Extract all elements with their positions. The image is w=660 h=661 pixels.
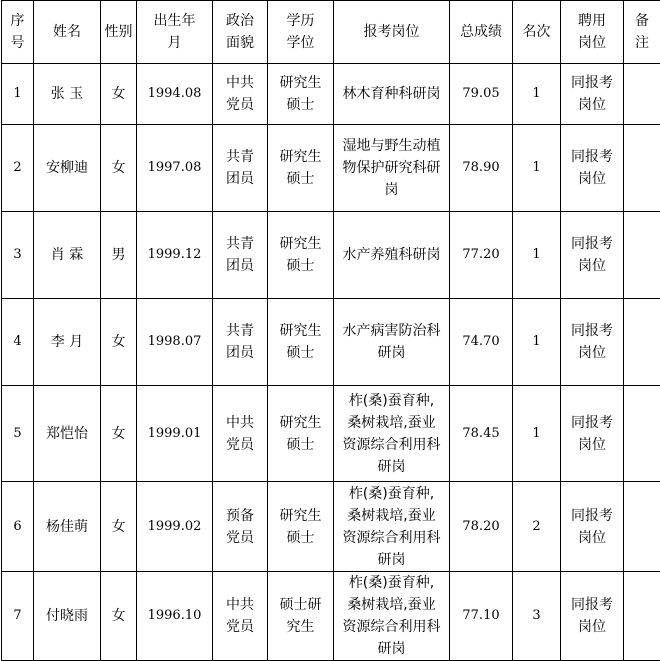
cell-hire-position: 同报考岗位 <box>561 299 624 386</box>
table-row <box>2 572 660 661</box>
cell-birth: 1999.02 <box>137 482 213 572</box>
cell-birth: 1996.10 <box>137 572 213 661</box>
cell-hire-position: 同报考岗位 <box>561 212 624 299</box>
cell-birth: 1994.08 <box>137 64 213 125</box>
cell-birth: 1997.08 <box>137 125 213 212</box>
table-row <box>2 212 660 299</box>
header-hire-position: 聘用岗位 <box>561 1 624 64</box>
cell-rank: 3 <box>513 572 561 661</box>
cell-hire-position: 同报考岗位 <box>561 125 624 212</box>
cell-remark <box>624 125 660 212</box>
cell-name: 肖 霖 <box>34 212 101 299</box>
cell-name: 付晓雨 <box>34 572 101 661</box>
table-row <box>2 482 660 572</box>
cell-remark <box>624 386 660 482</box>
cell-score: 74.70 <box>450 299 513 386</box>
table-row <box>2 64 660 125</box>
cell-position: 水产病害防治科研岗 <box>334 299 450 386</box>
cell-name: 杨佳萌 <box>34 482 101 572</box>
cell-rank: 1 <box>513 299 561 386</box>
cell-political: 共青团员 <box>213 125 268 212</box>
header-row <box>2 1 660 64</box>
cell-rank: 1 <box>513 386 561 482</box>
cell-gender: 女 <box>101 386 137 482</box>
table-row <box>2 125 660 212</box>
header-position: 报考岗位 <box>334 1 450 64</box>
table-row <box>2 299 660 386</box>
header-education: 学历学位 <box>268 1 334 64</box>
cell-score: 79.05 <box>450 64 513 125</box>
header-seq: 序号 <box>2 1 34 64</box>
cell-remark <box>624 482 660 572</box>
cell-seq: 5 <box>2 386 34 482</box>
cell-name: 张 玉 <box>34 64 101 125</box>
cell-score: 77.10 <box>450 572 513 661</box>
cell-education: 研究生硕士 <box>268 212 334 299</box>
cell-seq: 1 <box>2 64 34 125</box>
cell-gender: 女 <box>101 299 137 386</box>
header-score: 总成绩 <box>450 1 513 64</box>
cell-name: 李 月 <box>34 299 101 386</box>
cell-political: 中共党员 <box>213 572 268 661</box>
cell-position: 湿地与野生动植物保护研究科研岗 <box>334 125 450 212</box>
cell-position: 柞(桑)蚕育种,桑树栽培,蚕业资源综合利用科研岗 <box>334 386 450 482</box>
cell-seq: 7 <box>2 572 34 661</box>
header-remark: 备注 <box>624 1 660 64</box>
cell-rank: 1 <box>513 125 561 212</box>
cell-political: 共青团员 <box>213 212 268 299</box>
cell-birth: 1999.12 <box>137 212 213 299</box>
cell-remark <box>624 299 660 386</box>
cell-score: 78.45 <box>450 386 513 482</box>
cell-gender: 女 <box>101 572 137 661</box>
cell-hire-position: 同报考岗位 <box>561 482 624 572</box>
header-birth: 出生年月 <box>137 1 213 64</box>
cell-remark <box>624 64 660 125</box>
cell-education: 研究生硕士 <box>268 482 334 572</box>
cell-name: 郑恺怡 <box>34 386 101 482</box>
cell-birth: 1999.01 <box>137 386 213 482</box>
cell-score: 78.20 <box>450 482 513 572</box>
cell-seq: 3 <box>2 212 34 299</box>
cell-seq: 6 <box>2 482 34 572</box>
cell-education: 研究生硕士 <box>268 386 334 482</box>
cell-gender: 女 <box>101 64 137 125</box>
cell-rank: 2 <box>513 482 561 572</box>
cell-political: 共青团员 <box>213 299 268 386</box>
cell-education: 研究生硕士 <box>268 125 334 212</box>
cell-score: 78.90 <box>450 125 513 212</box>
table-row <box>2 386 660 482</box>
table-body <box>2 64 660 661</box>
header-gender: 性别 <box>101 1 137 64</box>
cell-political: 预备党员 <box>213 482 268 572</box>
cell-rank: 1 <box>513 64 561 125</box>
cell-remark <box>624 572 660 661</box>
cell-position: 林木育种科研岗 <box>334 64 450 125</box>
cell-hire-position: 同报考岗位 <box>561 386 624 482</box>
cell-seq: 4 <box>2 299 34 386</box>
personnel-table <box>1 0 660 661</box>
cell-position: 水产养殖科研岗 <box>334 212 450 299</box>
cell-hire-position: 同报考岗位 <box>561 64 624 125</box>
cell-position: 柞(桑)蚕育种,桑树栽培,蚕业资源综合利用科研岗 <box>334 572 450 661</box>
cell-education: 研究生硕士 <box>268 299 334 386</box>
cell-rank: 1 <box>513 212 561 299</box>
cell-gender: 男 <box>101 212 137 299</box>
cell-political: 中共党员 <box>213 64 268 125</box>
cell-position: 柞(桑)蚕育种,桑树栽培,蚕业资源综合利用科研岗 <box>334 482 450 572</box>
cell-education: 硕士研究生 <box>268 572 334 661</box>
cell-score: 77.20 <box>450 212 513 299</box>
cell-birth: 1998.07 <box>137 299 213 386</box>
cell-political: 中共党员 <box>213 386 268 482</box>
cell-remark <box>624 212 660 299</box>
cell-hire-position: 同报考岗位 <box>561 572 624 661</box>
cell-name: 安柳迪 <box>34 125 101 212</box>
header-name: 姓名 <box>34 1 101 64</box>
header-rank: 名次 <box>513 1 561 64</box>
cell-seq: 2 <box>2 125 34 212</box>
header-political: 政治面貌 <box>213 1 268 64</box>
cell-education: 研究生硕士 <box>268 64 334 125</box>
cell-gender: 女 <box>101 125 137 212</box>
cell-gender: 女 <box>101 482 137 572</box>
